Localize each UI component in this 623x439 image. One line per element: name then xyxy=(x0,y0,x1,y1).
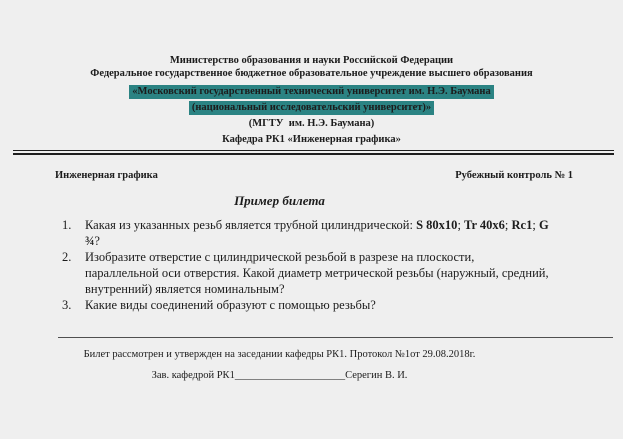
signature-prefix: Зав. кафедрой РК1 xyxy=(151,370,235,381)
question-number: 3. xyxy=(62,298,72,312)
university-status-line xyxy=(0,102,623,114)
question-number: 2. xyxy=(62,250,72,264)
question-text: Изобразите отверстие с цилиндрической резьбой в разрезе на плоскости, параллельной оси отверстия. Какой диаметр метрической резьбы (наружный, средний, внутренний) является номинальным? xyxy=(85,250,549,296)
question-item xyxy=(62,249,550,297)
question-item xyxy=(62,297,550,313)
course-label: Инженерная графика xyxy=(55,170,158,181)
signature-line xyxy=(0,369,559,382)
approval-line: Билет рассмотрен и утвержден на заседании кафедры РК1. Протокол №1от 29.08.2018г. xyxy=(83,349,476,360)
control-label: Рубежный контроль № 1 xyxy=(455,170,573,181)
document-header xyxy=(0,0,623,146)
university-abbr-line: (МГТУ им. Н.Э. Баумана) xyxy=(248,118,375,129)
question-list xyxy=(62,217,550,313)
subheader-row xyxy=(0,155,623,182)
ticket-title: Пример билета xyxy=(234,193,325,208)
question-item xyxy=(62,217,550,249)
question-text: Какая из указанных резьб является трубной цилиндрической: S 80x10; Tr 40x6; Rc1; G ¾? xyxy=(85,218,549,248)
document-footer xyxy=(0,348,623,382)
signature-blank: _____________________ xyxy=(234,370,346,381)
department-line: Кафедра РК1 «Инженерная графика» xyxy=(222,134,401,145)
ministry-line: Министерство образования и науки Российской Федерации xyxy=(169,55,454,66)
signature-name: Серегин В. И. xyxy=(345,370,408,381)
question-text: Какие виды соединений образуют с помощью резьбы? xyxy=(85,298,376,312)
university-name-highlight: «Московский государственный технический университет им. Н.Э. Баумана xyxy=(129,85,493,99)
institution-line: Федеральное государственное бюджетное образовательное учреждение высшего образования xyxy=(90,68,533,79)
question-number: 1. xyxy=(62,218,72,232)
university-status-highlight: (национальный исследовательский университет)» xyxy=(189,101,434,115)
university-name-line xyxy=(0,86,623,98)
footer-divider xyxy=(58,337,613,338)
